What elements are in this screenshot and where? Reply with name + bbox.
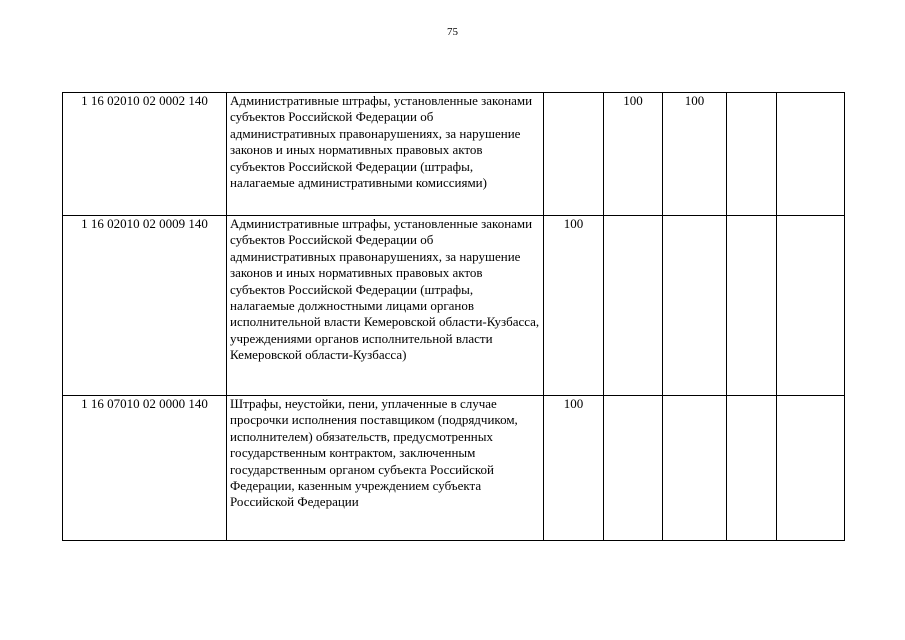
table-row [63, 396, 845, 541]
page-number: 75 [447, 26, 458, 38]
budget-code-cell: 1 16 07010 02 0000 140 [63, 396, 227, 541]
budget-code-cell: 1 16 02010 02 0009 140 [63, 216, 227, 396]
value-cell [727, 93, 777, 216]
value-cell [604, 396, 663, 541]
table-row [63, 93, 845, 216]
value-cell: 100 [663, 93, 727, 216]
value-cell [544, 93, 604, 216]
revenue-table [62, 92, 845, 541]
value-cell [777, 216, 845, 396]
description-cell: Административные штрафы, установленные законами субъектов Российской Федерации об административных правонарушениях, за нарушение законов и иных нормативных правовых актов субъектов Российской Федерации (штрафы, налагаемые должностными лицами органов исполнительной власти Кемеровской области-Кузбасса, учреждениями органов исполнительной власти Кемеровской области-Кузбасса) [227, 216, 544, 396]
value-cell [663, 216, 727, 396]
value-cell [663, 396, 727, 541]
value-cell [777, 93, 845, 216]
value-cell [727, 396, 777, 541]
value-cell: 100 [544, 396, 604, 541]
table-row [63, 216, 845, 396]
budget-code-cell: 1 16 02010 02 0002 140 [63, 93, 227, 216]
description-cell: Штрафы, неустойки, пени, уплаченные в случае просрочки исполнения поставщиком (подрядчиком, исполнителем) обязательств, предусмотренных государственным контрактом, заключенным государственным органом субъекта Российской Федерации, казенным учреждением субъекта Российской Федерации [227, 396, 544, 541]
value-cell: 100 [544, 216, 604, 396]
value-cell [777, 396, 845, 541]
description-cell: Административные штрафы, установленные законами субъектов Российской Федерации об административных правонарушениях, за нарушение законов и иных нормативных правовых актов субъектов Российской Федерации (штрафы, налагаемые административными комиссиями) [227, 93, 544, 216]
value-cell: 100 [604, 93, 663, 216]
value-cell [727, 216, 777, 396]
value-cell [604, 216, 663, 396]
